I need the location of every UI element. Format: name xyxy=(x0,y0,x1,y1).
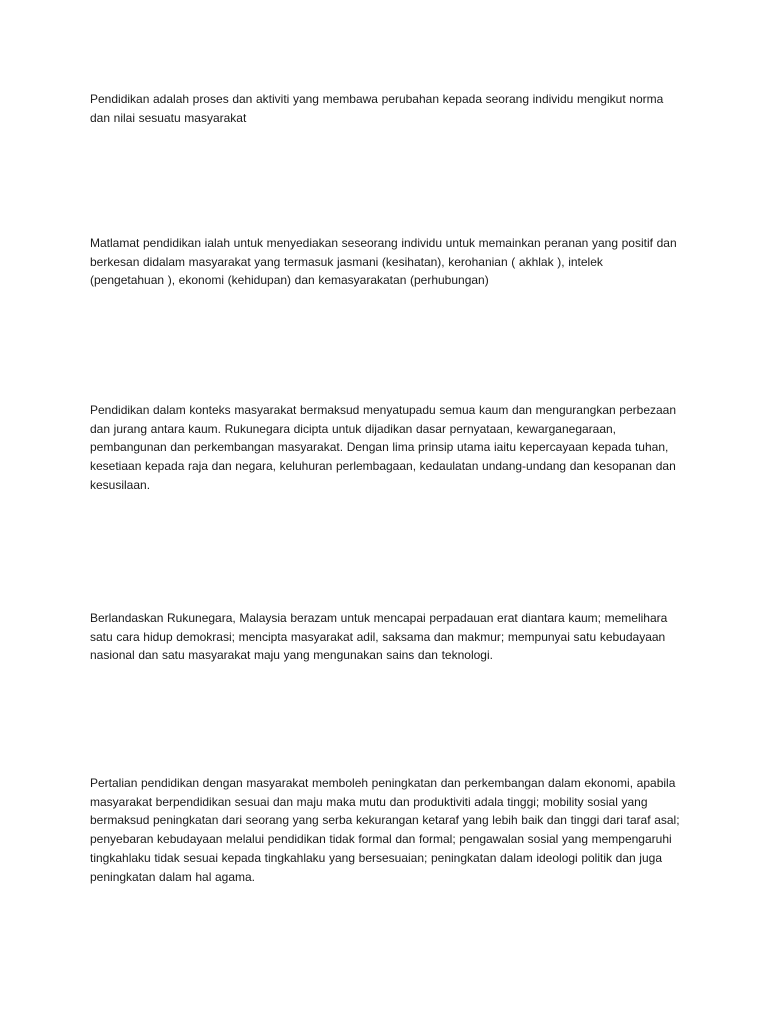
paragraph-goals: Matlamat pendidikan ialah untuk menyediakan seseorang individu untuk memainkan peranan yang positif dan berkesan didalam masyarakat yang termasuk jasmani (kesihatan), kerohanian ( akhlak ), intelek (pengetahuan ), ekonomi (kehidupan) dan kemasyarakatan (perhubungan) xyxy=(90,236,677,288)
paragraph-society-context: Pendidikan dalam konteks masyarakat bermaksud menyatupadu semua kaum dan mengurangkan perbezaan dan jurang antara kaum. Rukunegara dicipta untuk dijadikan dasar pernyataan, kewarganegaraan, pembangunan dan perkembangan masyarakat. Dengan lima prinsip utama iaitu kepercayaan kepada tuhan, kesetiaan kepada raja dan negara, keluhuran perlembagaan, kedaulatan undang-undang dan kesopanan dan kesusilaan. xyxy=(90,403,677,492)
paragraph-relationship: Pertalian pendidikan dengan masyarakat memboleh peningkatan dan perkembangan dalam ekonomi, apabila masyarakat berpendidikan sesuai dan maju maka mutu dan produktiviti adala tinggi; mobility sosial yang bermaksud peningkatan dari seorang yang serba kekurangan ketaraf yang lebih baik dan tinggi dari taraf asal; penyebaran kebudayaan melalui pendidikan tidak formal dan formal; pengawalan sosial yang mempengaruhi tingkahlaku tidak sesuai kepada tingkahlaku yang bersesuaian; peningkatan dalam ideologi politik dan juga peningkatan dalam hal agama. xyxy=(90,776,680,884)
paragraph-definition: Pendidikan adalah proses dan aktiviti yang membawa perubahan kepada seorang individu mengikut norma dan nilai sesuatu masyarakat xyxy=(90,92,664,125)
paragraph-rukunegara: Berlandaskan Rukunegara, Malaysia berazam untuk mencapai perpadauan erat diantara kaum; memelihara satu cara hidup demokrasi; mencipta masyarakat adil, saksama dan makmur; mempunyai satu kebudayaan nasional dan satu masyarakat maju yang mengunakan sains dan teknologi. xyxy=(90,611,668,663)
